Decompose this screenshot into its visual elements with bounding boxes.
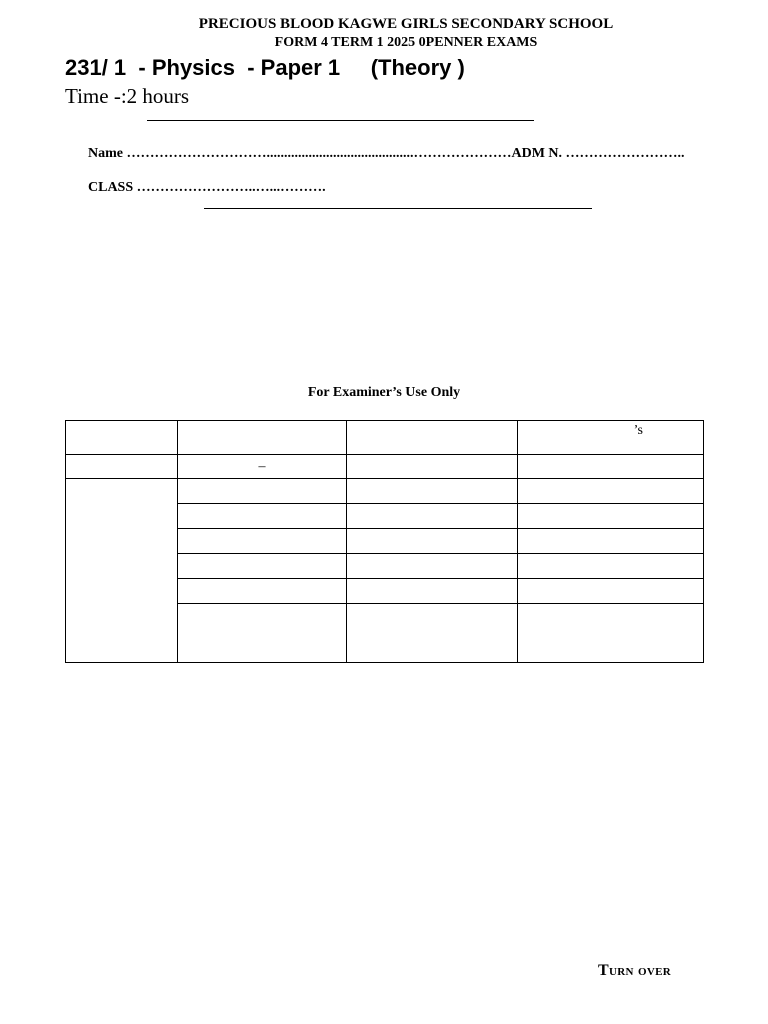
- table-cell: [178, 479, 347, 504]
- turn-over-label: Turn over: [598, 962, 671, 979]
- table-cell: [518, 579, 704, 604]
- divider-line: [204, 208, 592, 209]
- examiner-score-table: [65, 420, 704, 663]
- table-cell: [178, 504, 347, 529]
- table-cell: [347, 455, 518, 479]
- table-cell: [178, 554, 347, 579]
- table-cell: [178, 579, 347, 604]
- paper-title: 231/ 1 - Physics - Paper 1 (Theory ): [65, 55, 465, 80]
- school-name: PRECIOUS BLOOD KAGWE GIRLS SECONDARY SCHOOL: [198, 16, 614, 32]
- name-adm-line: Name …………………………..........................................…………………ADM N. ……………………..: [88, 146, 685, 161]
- table-cell: [178, 604, 347, 663]
- table-cell: [347, 479, 518, 504]
- table-cell: [178, 421, 347, 455]
- table-cell: [347, 421, 518, 455]
- table-row: [66, 455, 704, 479]
- table-cell: [347, 529, 518, 554]
- table-cell: [518, 604, 704, 663]
- table-cell: [518, 479, 704, 504]
- table-cell: [518, 504, 704, 529]
- table-cell: [178, 529, 347, 554]
- table-cell: [518, 529, 704, 554]
- examiner-heading: For Examiner’s Use Only: [307, 385, 461, 400]
- divider-line: [147, 120, 534, 121]
- table-header-row: [66, 421, 704, 455]
- table-row: [66, 479, 704, 504]
- table-cell: [66, 455, 178, 479]
- table-cell: [347, 579, 518, 604]
- table-cell: [518, 554, 704, 579]
- table-cell: ’s: [518, 421, 704, 455]
- table-cell: [66, 479, 178, 663]
- exam-duration: Time -:2 hours: [65, 84, 190, 108]
- table-cell: [347, 504, 518, 529]
- table-cell: [66, 421, 178, 455]
- exam-title: FORM 4 TERM 1 2025 0PENNER EXAMS: [274, 35, 538, 50]
- table-cell: [347, 554, 518, 579]
- table-cell: –: [178, 455, 347, 479]
- table-cell: [518, 455, 704, 479]
- class-line: CLASS ……………………..…...……….: [88, 180, 326, 195]
- table-cell: [347, 604, 518, 663]
